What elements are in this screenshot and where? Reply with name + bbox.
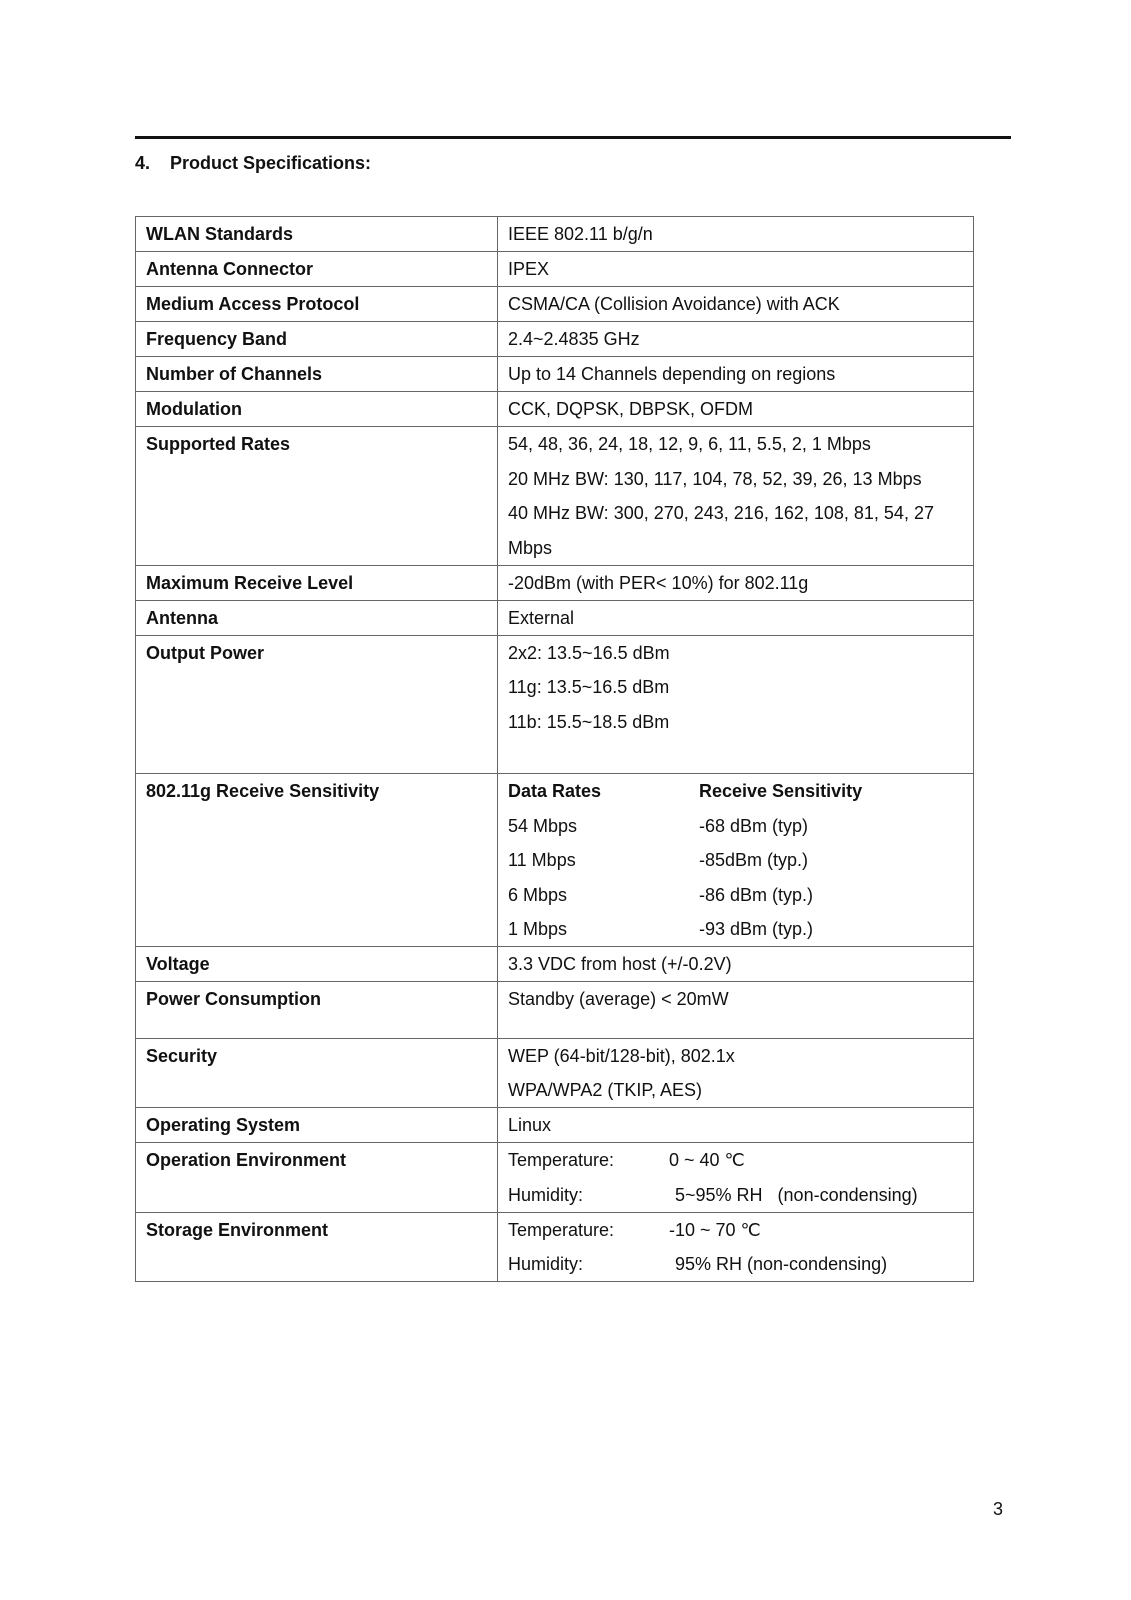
- table-row: [136, 427, 974, 566]
- spec-label: Operation Environment: [136, 1143, 498, 1213]
- power-consumption-line: Standby (average) < 20mW: [508, 989, 729, 1009]
- blank-line: [508, 744, 963, 769]
- spec-value: [498, 1212, 974, 1282]
- table-row: [136, 565, 974, 600]
- sensitivity-header-cell: Receive Sensitivity: [699, 781, 863, 801]
- sensitivity-header: [508, 779, 862, 814]
- storage-env-table: [508, 1218, 887, 1278]
- table-row: [136, 947, 974, 982]
- sensitivity-cell: -85dBm (typ.): [699, 850, 809, 870]
- spec-label: WLAN Standards: [136, 217, 498, 252]
- security-line: WPA/WPA2 (TKIP, AES): [508, 1080, 703, 1100]
- spec-value: Up to 14 Channels depending on regions: [498, 357, 974, 392]
- humidity-label: Humidity:: [508, 1254, 584, 1274]
- table-row: [136, 1038, 974, 1108]
- table-row: [136, 635, 974, 774]
- spec-value: IPEX: [498, 252, 974, 287]
- rate-line: 20 MHz BW: 130, 117, 104, 78, 52, 39, 26, 13 Mbps: [508, 468, 922, 489]
- rate-cell: 11 Mbps: [508, 850, 576, 870]
- temperature-label: Temperature:: [508, 1150, 615, 1170]
- env-row: [508, 1183, 918, 1208]
- table-row: [136, 392, 974, 427]
- spec-label: Voltage: [136, 947, 498, 982]
- env-row: [508, 1148, 918, 1183]
- temperature-label: Temperature:: [508, 1219, 615, 1240]
- spec-label: Maximum Receive Level: [136, 565, 498, 600]
- table-row: [136, 252, 974, 287]
- sensitivity-row: [508, 848, 862, 883]
- spec-value: CSMA/CA (Collision Avoidance) with ACK: [498, 287, 974, 322]
- sensitivity-cell: -68 dBm (typ): [699, 815, 809, 836]
- rate-line: 54, 48, 36, 24, 18, 12, 9, 6, 11, 5.5, 2, 1 Mbps: [508, 434, 871, 454]
- spec-label: Storage Environment: [136, 1212, 498, 1282]
- section-heading: [135, 153, 371, 174]
- power-line: 11b: 15.5~18.5 dBm: [508, 711, 670, 732]
- page-number: 3: [993, 1499, 1004, 1519]
- spec-label: Frequency Band: [136, 322, 498, 357]
- spec-value: [498, 427, 974, 566]
- sensitivity-cell: -86 dBm (typ.): [699, 884, 814, 905]
- section-title: Product Specifications:: [170, 153, 372, 173]
- table-row: [136, 774, 974, 947]
- spec-value: [498, 635, 974, 774]
- table-row: [136, 322, 974, 357]
- operation-env-table: [508, 1148, 918, 1208]
- sensitivity-row: [508, 814, 862, 849]
- power-line: 11g: 13.5~16.5 dBm: [508, 677, 670, 697]
- spec-value: IEEE 802.11 b/g/n: [498, 217, 974, 252]
- rate-cell: 6 Mbps: [508, 884, 568, 905]
- spec-value: [498, 1038, 974, 1108]
- power-line: 2x2: 13.5~16.5 dBm: [508, 642, 670, 663]
- spec-value: 3.3 VDC from host (+/-0.2V): [498, 947, 974, 982]
- env-row: [508, 1218, 887, 1253]
- sensitivity-cell: -93 dBm (typ.): [699, 919, 814, 939]
- humidity-value: 95% RH (non-condensing): [675, 1254, 888, 1274]
- sensitivity-row: [508, 917, 862, 942]
- sensitivity-table: [508, 779, 862, 942]
- sensitivity-row: [508, 883, 862, 918]
- spec-label: Number of Channels: [136, 357, 498, 392]
- data-rates-header: Data Rates: [508, 781, 602, 801]
- table-row: [136, 1143, 974, 1213]
- rate-cell: 54 Mbps: [508, 815, 578, 836]
- table-row: [136, 1212, 974, 1282]
- spec-label: Supported Rates: [136, 427, 498, 566]
- table-row: [136, 1108, 974, 1143]
- spec-label: Medium Access Protocol: [136, 287, 498, 322]
- section-number: 4.: [135, 153, 151, 173]
- spec-table: [135, 216, 974, 1282]
- security-line: WEP (64-bit/128-bit), 802.1x: [508, 1045, 735, 1066]
- spec-label: Security: [136, 1038, 498, 1108]
- spec-value: External: [498, 600, 974, 635]
- spec-value: Linux: [498, 1108, 974, 1143]
- spec-label: Power Consumption: [136, 982, 498, 1039]
- header-rule: [135, 136, 1011, 139]
- humidity-value: 5~95% RH (non-condensing): [675, 1184, 918, 1205]
- spec-label: Antenna: [136, 600, 498, 635]
- spec-label: Modulation: [136, 392, 498, 427]
- table-row: [136, 357, 974, 392]
- env-row: [508, 1252, 887, 1277]
- table-row: [136, 600, 974, 635]
- rate-line: Mbps: [508, 537, 553, 558]
- temperature-value: -10 ~ 70 ℃: [669, 1219, 761, 1240]
- spec-label: Operating System: [136, 1108, 498, 1143]
- blank-line: [508, 1022, 963, 1034]
- temperature-value: 0 ~ 40 ℃: [669, 1150, 745, 1170]
- spec-label: 802.11g Receive Sensitivity: [136, 774, 498, 947]
- spec-value: 2.4~2.4835 GHz: [498, 322, 974, 357]
- table-row: [136, 217, 974, 252]
- spec-value: [498, 774, 974, 947]
- rate-cell: 1 Mbps: [508, 919, 568, 939]
- table-row: [136, 287, 974, 322]
- humidity-label: Humidity:: [508, 1184, 584, 1205]
- rate-line: 40 MHz BW: 300, 270, 243, 216, 162, 108, 81, 54, 27: [508, 503, 934, 523]
- spec-value: CCK, DQPSK, DBPSK, OFDM: [498, 392, 974, 427]
- spec-label: Antenna Connector: [136, 252, 498, 287]
- spec-value: -20dBm (with PER< 10%) for 802.11g: [498, 565, 974, 600]
- spec-label: Output Power: [136, 635, 498, 774]
- table-row: [136, 982, 974, 1039]
- spec-value: [498, 1143, 974, 1213]
- spec-value: [498, 982, 974, 1039]
